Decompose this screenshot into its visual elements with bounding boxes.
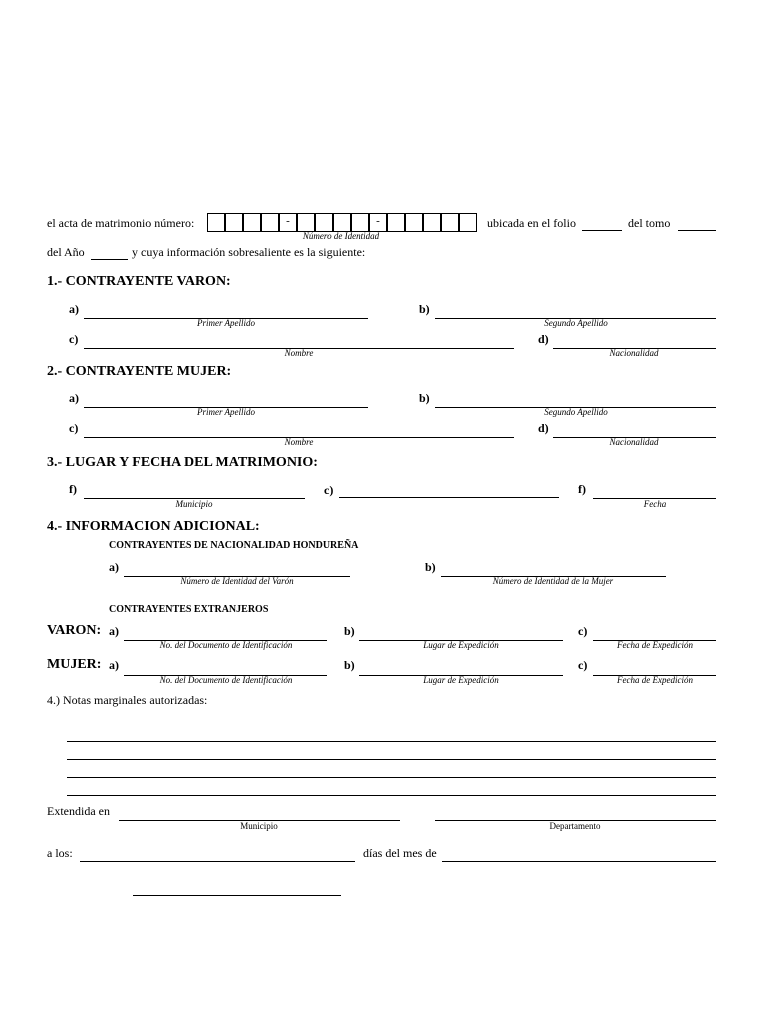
s2-nombre-caption: Nombre	[284, 437, 314, 447]
id-separator: -	[279, 213, 297, 232]
mujer-label-c: c)	[578, 658, 588, 672]
id-cell[interactable]	[315, 213, 333, 232]
extranjeros-subtitle: CONTRAYENTES EXTRANJEROS	[109, 604, 269, 615]
tomo-field[interactable]	[678, 230, 716, 231]
s4-label-a: a)	[109, 560, 119, 574]
s1-primer-apellido-caption: Primer Apellido	[196, 318, 256, 328]
s1-nacionalidad-caption: Nacionalidad	[609, 348, 659, 358]
s2-label-a: a)	[69, 391, 79, 405]
s1-label-a: a)	[69, 302, 79, 316]
dias-field[interactable]	[80, 861, 355, 862]
extendida-label: Extendida en	[47, 804, 110, 818]
mujer-label-a: a)	[109, 658, 119, 672]
id-cell[interactable]	[405, 213, 423, 232]
mujer-documento-caption: No. del Documento de Identificación	[159, 675, 293, 685]
s1-label-b: b)	[419, 302, 430, 316]
varon-documento-caption: No. del Documento de Identificación	[159, 640, 293, 650]
s1-label-c: c)	[69, 332, 79, 346]
mujer-label-b: b)	[344, 658, 355, 672]
id-cell[interactable]	[333, 213, 351, 232]
notas-line[interactable]	[67, 741, 716, 742]
notas-line[interactable]	[67, 777, 716, 778]
mujer-fecha-caption: Fecha de Expedición	[617, 675, 693, 685]
varon-fecha-caption: Fecha de Expedición	[617, 640, 693, 650]
s2-label-c: c)	[69, 421, 79, 435]
s2-label-d: d)	[538, 421, 549, 435]
folio-label: ubicada en el folio	[487, 216, 576, 230]
s1-label-d: d)	[538, 332, 549, 346]
s2-segundo-apellido-caption: Segundo Apellido	[544, 407, 608, 417]
id-separator: -	[369, 213, 387, 232]
section-2-title: 2.- CONTRAYENTE MUJER:	[47, 364, 232, 379]
acta-label: el acta de matrimonio número:	[47, 216, 195, 230]
extendida-municipio-caption: Municipio	[240, 821, 278, 831]
id-cell[interactable]	[243, 213, 261, 232]
s2-primer-apellido-caption: Primer Apellido	[196, 407, 256, 417]
id-mujer-caption: Número de Identidad de la Mujer	[492, 576, 614, 586]
info-label: y cuya información sobresaliente es la siguiente:	[132, 245, 366, 259]
s2-nacionalidad-caption: Nacionalidad	[609, 437, 659, 447]
varon-label-c: c)	[578, 624, 588, 638]
s3-lugar-field[interactable]	[339, 497, 559, 498]
id-caption: Número de Identidad	[302, 231, 380, 241]
varon-lugar-caption: Lugar de Expedición	[423, 640, 499, 650]
notas-label: 4.) Notas marginales autorizadas:	[47, 693, 208, 707]
anio-label: del Año	[47, 245, 85, 259]
id-cell[interactable]	[207, 213, 225, 232]
s3-municipio-caption: Municipio	[175, 499, 213, 509]
id-cell[interactable]	[387, 213, 405, 232]
id-cell[interactable]	[261, 213, 279, 232]
s1-nombre-caption: Nombre	[284, 348, 314, 358]
s1-segundo-apellido-caption: Segundo Apellido	[544, 318, 608, 328]
id-cell[interactable]	[441, 213, 459, 232]
varon-label-a: a)	[109, 624, 119, 638]
hondurena-subtitle: CONTRAYENTES DE NACIONALIDAD HONDUREÑA	[109, 540, 359, 551]
section-4-title: 4.- INFORMACION ADICIONAL:	[47, 519, 260, 534]
id-cell[interactable]	[423, 213, 441, 232]
id-cell[interactable]	[459, 213, 477, 232]
id-cell[interactable]	[297, 213, 315, 232]
id-cell[interactable]	[351, 213, 369, 232]
mujer-label: MUJER:	[47, 657, 102, 672]
id-cell[interactable]	[225, 213, 243, 232]
s3-fecha-caption: Fecha	[643, 499, 667, 509]
s4-label-b: b)	[425, 560, 436, 574]
signature-line[interactable]	[133, 895, 341, 896]
s3-label-f1: f)	[69, 482, 77, 496]
notas-line[interactable]	[67, 759, 716, 760]
s3-label-c: c)	[324, 483, 334, 497]
mes-field[interactable]	[442, 861, 716, 862]
anio-field[interactable]	[91, 259, 128, 260]
notas-line[interactable]	[67, 795, 716, 796]
a-los-label: a los:	[47, 846, 73, 860]
s3-label-f2: f)	[578, 482, 586, 496]
s2-label-b: b)	[419, 391, 430, 405]
section-3-title: 3.- LUGAR Y FECHA DEL MATRIMONIO:	[47, 455, 318, 470]
varon-label-b: b)	[344, 624, 355, 638]
varon-label: VARON:	[47, 623, 102, 638]
folio-field[interactable]	[582, 230, 622, 231]
section-1-title: 1.- CONTRAYENTE VARON:	[47, 274, 231, 289]
dias-label: días del mes de	[363, 846, 437, 860]
extendida-departamento-caption: Departamento	[549, 821, 601, 831]
tomo-label: del tomo	[628, 216, 671, 230]
id-varon-caption: Número de Identidad del Varón	[180, 576, 294, 586]
mujer-lugar-caption: Lugar de Expedición	[423, 675, 499, 685]
